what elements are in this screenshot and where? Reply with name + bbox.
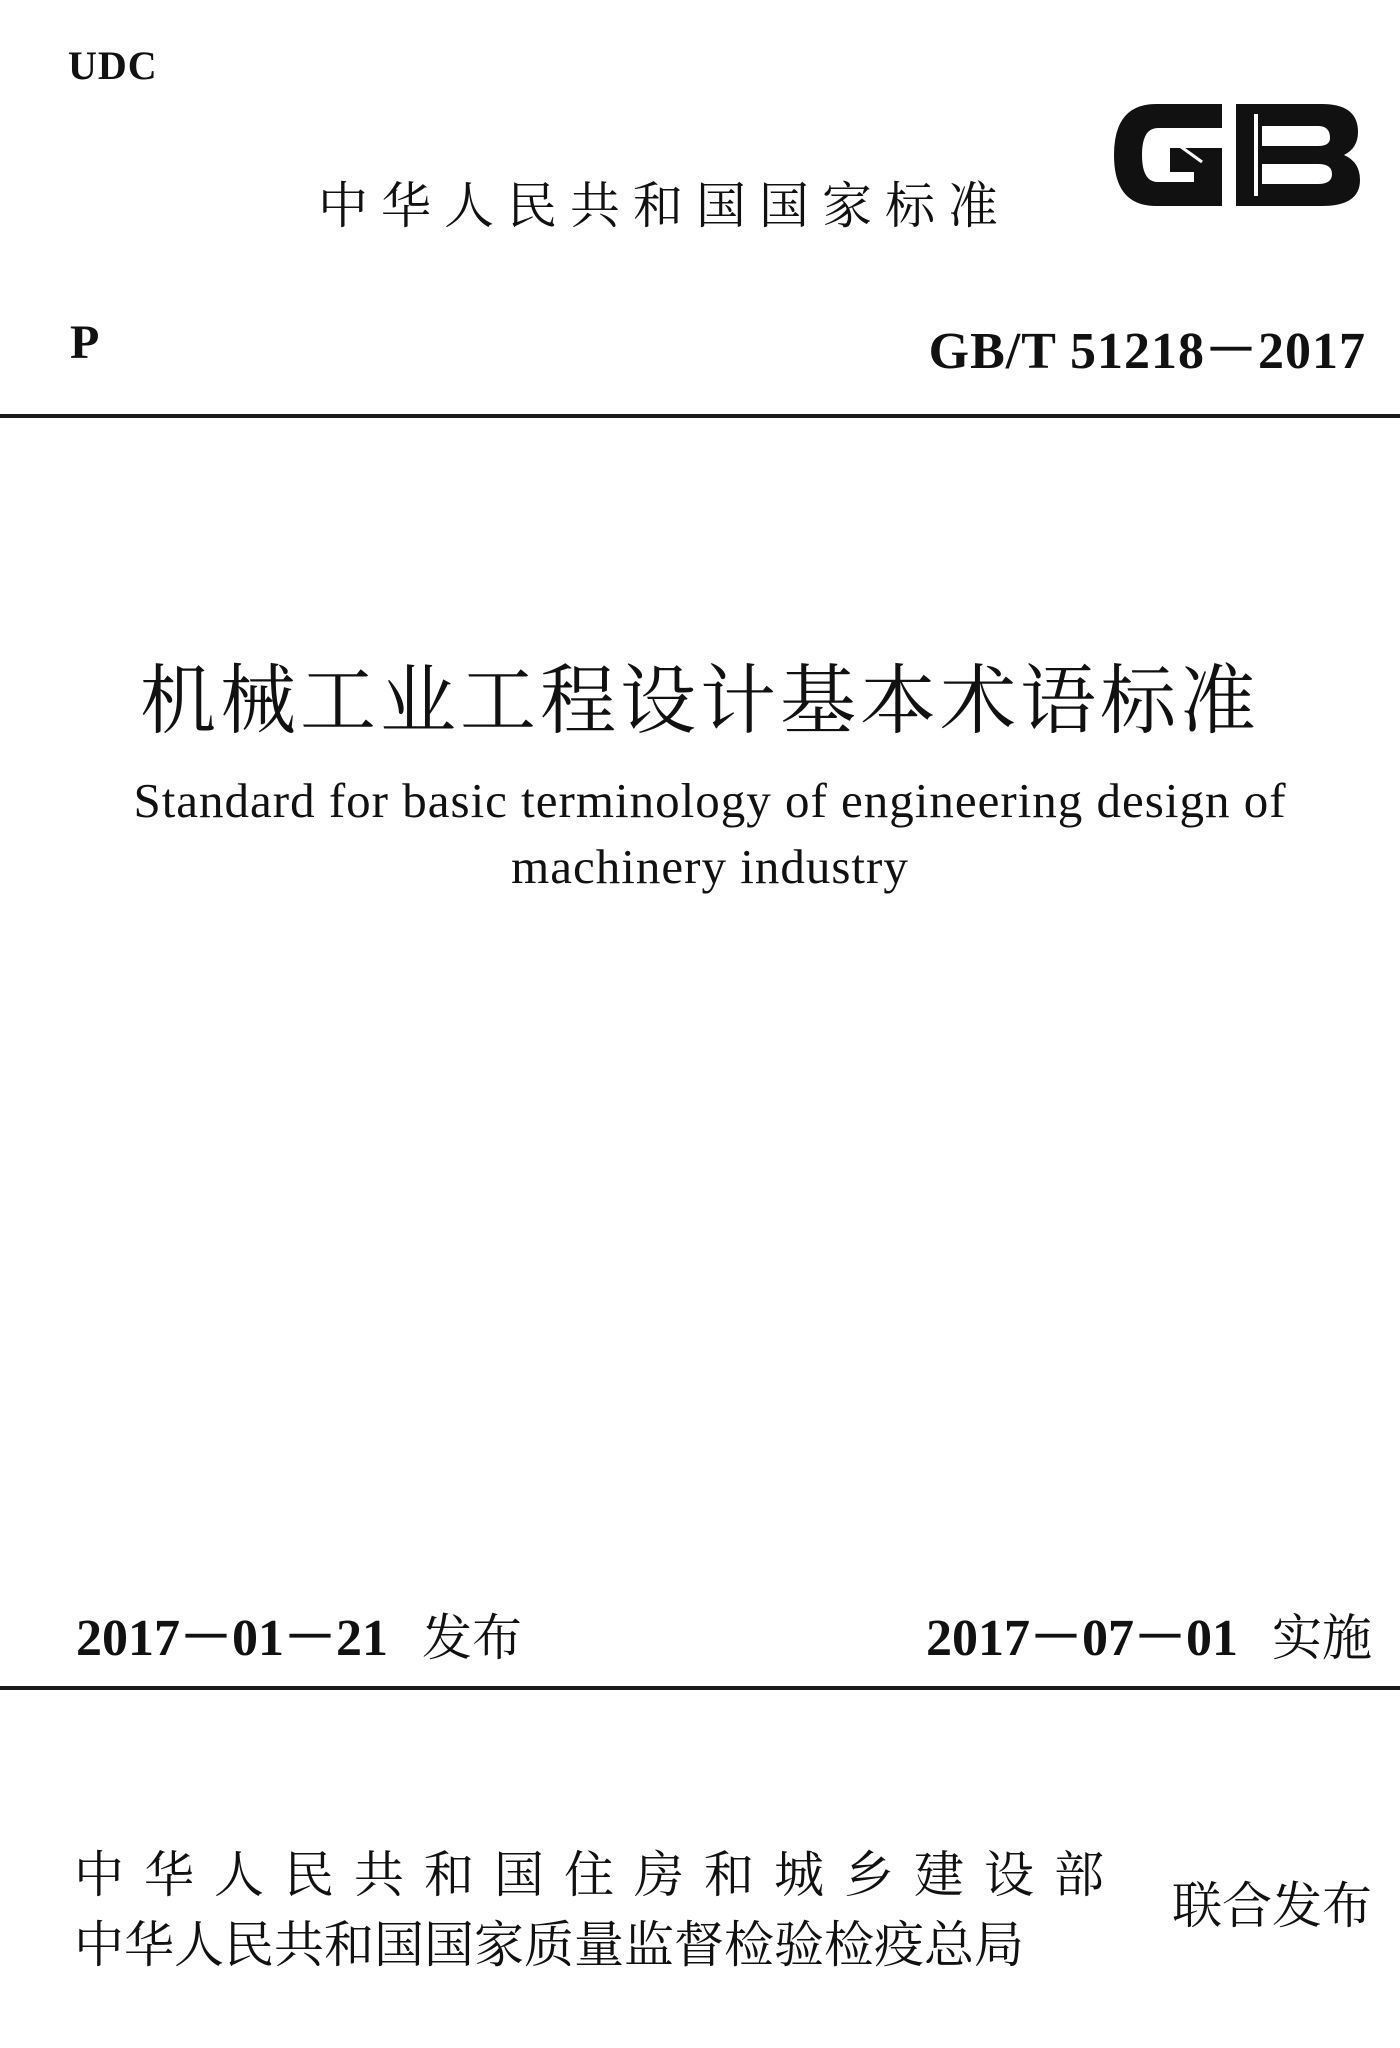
title-english-line2: machinery industry bbox=[511, 839, 909, 894]
gb-logo-g-shape bbox=[1114, 104, 1222, 206]
national-standard-heading: 中华人民共和国国家标准 bbox=[318, 177, 1011, 235]
issuing-authorities bbox=[74, 1840, 1124, 1980]
implement-date-row bbox=[926, 1595, 1372, 1670]
title-chinese: 机械工业工程设计基本术语标准 bbox=[140, 656, 1260, 745]
authority-housing-ministry: 中华人民共和国住房和城乡建设部 bbox=[74, 1846, 1124, 1904]
gb-logo-icon bbox=[1104, 90, 1368, 220]
issue-date: 2017－01－21 bbox=[76, 1610, 389, 1667]
authority-quality-administration: 中华人民共和国国家质量监督检验检疫总局 bbox=[74, 1916, 1024, 1974]
standard-number: GB/T 51218－2017 bbox=[928, 323, 1366, 380]
title-english bbox=[60, 768, 1360, 900]
footer-divider bbox=[0, 1686, 1400, 1690]
joint-issue-label: 联合发布 bbox=[1172, 1877, 1372, 1935]
issue-date-row bbox=[76, 1595, 522, 1670]
header-divider bbox=[0, 414, 1400, 418]
title-english-line1: Standard for basic terminology of engineering design of bbox=[133, 773, 1287, 828]
implement-date: 2017－07－01 bbox=[925, 1610, 1238, 1667]
classification-letter: P bbox=[70, 316, 100, 369]
issue-label: 发布 bbox=[422, 1609, 523, 1667]
udc-label: UDC bbox=[68, 43, 158, 88]
implement-label: 实施 bbox=[1272, 1609, 1372, 1667]
gb-logo-b-shape bbox=[1236, 104, 1360, 206]
